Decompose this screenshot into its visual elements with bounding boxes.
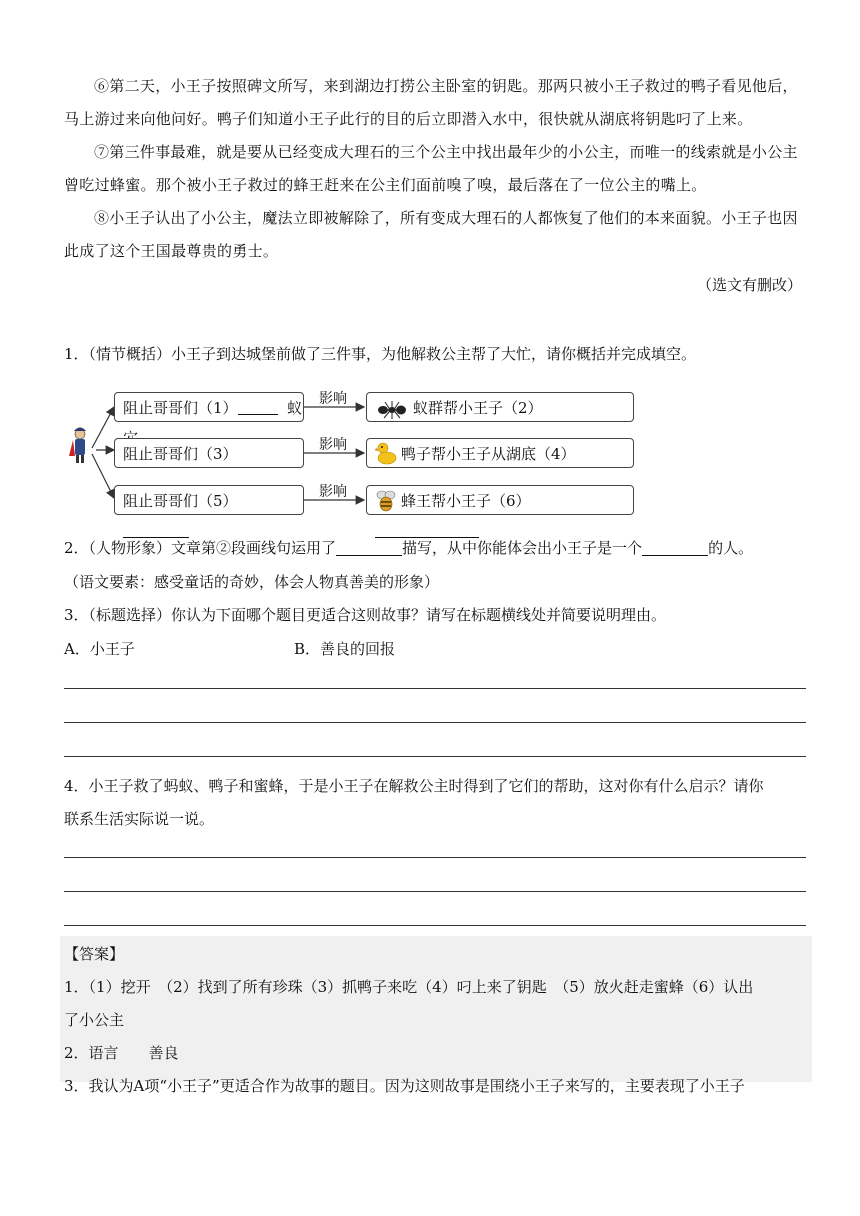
- blank-q2-trait[interactable]: [642, 537, 708, 556]
- source-note: （选文有删改）: [696, 276, 802, 294]
- blank-1[interactable]: [238, 398, 278, 415]
- option-b: B．善良的回报: [294, 640, 396, 658]
- question-4-line-2: 联系生活实际说一说。: [64, 810, 215, 828]
- diagram-left-box-2: 阻止哥哥们（3）: [114, 438, 304, 468]
- plot-diagram: [64, 382, 644, 522]
- question-2-note: （语文要素：感受童话的奇妙，体会人物真善美的形象）: [64, 573, 440, 591]
- answer-heading: 【答案】: [64, 945, 125, 963]
- arrow-label-1: 影响: [319, 391, 347, 407]
- answer-line-q4-3[interactable]: [64, 925, 806, 926]
- prince-icon: [69, 428, 86, 464]
- answer-1-line-1: 1．（1）挖开 （2）找到了所有珍珠（3）抓鸭子来吃（4）叼上来了钥匙 （5）放火赶走蜜蜂（6）认出: [64, 978, 754, 996]
- question-4-line-1: 4．小王子救了蚂蚁、鸭子和蜜蜂，于是小王子在解救公主时得到了它们的帮助，这对你有什么启示？请你: [64, 777, 764, 795]
- answer-2: 2．语言 善良: [64, 1044, 179, 1062]
- duck-icon: [375, 441, 397, 465]
- story-paragraph-8: ⑧小王子认出了小公主，魔法立即被解除了，所有变成大理石的人都恢复了他们的本来面貌。小王子也因此成了这个王国最尊贵的勇士。: [64, 209, 798, 260]
- answer-line-q3-3[interactable]: [64, 756, 806, 757]
- bee-icon: [375, 486, 397, 512]
- answer-1-line-2: 了小公主: [64, 1011, 125, 1029]
- option-a: A．小王子: [64, 640, 135, 658]
- story-paragraph-7: ⑦第三件事最难，就是要从已经变成大理石的三个公主中找出最年少的小公主，而唯一的线索就是小公主曾吃过蜂蜜。那个被小王子救过的蜂王赶来在公主们面前嗅了嗅，最后落在了一位公主的嘴上。: [64, 143, 798, 194]
- answer-line-q3-1[interactable]: [64, 688, 806, 689]
- question-1: 1．（情节概括）小王子到达城堡前做了三件事，为他解救公主帮了大忙，请你概括并完成填空。: [64, 345, 697, 363]
- question-2: 2．（人物形象）文章第②段画线句运用了 描写，从中你能体会出小王子是一个 的人。: [64, 539, 754, 557]
- diagram-left-box-3: 阻止哥哥们（5）: [114, 485, 304, 515]
- answer-line-q4-2[interactable]: [64, 891, 806, 892]
- arrow-label-3: 影响: [319, 484, 347, 500]
- diagram-left-box-1: 阻止哥哥们（1） 蚁: [114, 392, 304, 422]
- question-3-options: [64, 633, 806, 666]
- diagram-right-box-1: 蚁群帮小王子（2）: [366, 392, 634, 422]
- arrow-label-2: 影响: [319, 437, 347, 453]
- diagram-right-box-2: 鸭子帮小王子从湖底（4）: [366, 438, 634, 468]
- answer-line-q3-2[interactable]: [64, 722, 806, 723]
- story-paragraph-6: ⑥第二天，小王子按照碑文所写，来到湖边打捞公主卧室的钥匙。那两只被小王子救过的鸭子看见他后，马上游过来向他问好。鸭子们知道小王子此行的目的后立即潜入水中，很快就从湖底将钥匙叼了上来。: [64, 77, 798, 128]
- question-3: 3．（标题选择）你认为下面哪个题目更适合这则故事？请写在标题横线处并简要说明理由。: [64, 606, 667, 624]
- diagram-right-box-3: 蜂王帮小王子（6）: [366, 485, 634, 515]
- ant-icon: [375, 399, 409, 419]
- blank-q2-description[interactable]: [336, 537, 402, 556]
- answer-3: 3．我认为A项“小王子”更适合作为故事的题目。因为这则故事是围绕小王子来写的，主要表现了小王子: [64, 1077, 745, 1095]
- answer-line-q4-1[interactable]: [64, 857, 806, 858]
